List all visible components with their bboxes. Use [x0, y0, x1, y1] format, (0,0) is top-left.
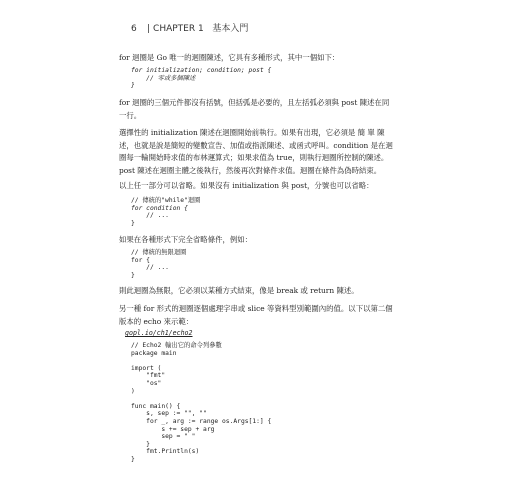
- code-line: }: [131, 82, 135, 90]
- chapter-label: CHAPTER 1: [153, 24, 204, 34]
- text-line: for 迴圈是 Go 唯一的迴圈陳述，它具有多種形式，其中一個如下：: [119, 53, 340, 62]
- text-line: 版本的 echo 來示範：: [119, 316, 194, 326]
- code-line: // ...: [131, 264, 169, 272]
- code-line: }: [131, 440, 150, 448]
- code-line: }: [131, 219, 135, 227]
- code-line: [131, 357, 271, 365]
- code-line: fmt.Println(s): [131, 448, 200, 456]
- code-line: for {: [131, 256, 150, 264]
- code-line: // 零或多個陳述: [131, 74, 196, 82]
- code-echo2: [131, 342, 271, 464]
- code-line: for initialization; condition; post {: [131, 67, 272, 74]
- code-line: [131, 395, 271, 403]
- code-line: s += sep + arg: [131, 425, 215, 433]
- code-line: "os": [131, 379, 162, 387]
- code-line: // ...: [131, 212, 169, 220]
- text-line: post 陳述在迴圈主體之後執行，然後再次對條件求值。迴圈在條件為偽時結束。: [119, 165, 382, 175]
- paragraph-infinite-loop: [119, 285, 404, 298]
- paragraph-init-condition-post: [119, 127, 404, 177]
- text-line: 以上任一部分可以省略。如果沒有 initialization 與 post，分號也可以省略：: [119, 181, 374, 190]
- code-line: "fmt": [131, 372, 166, 380]
- paragraph-omit-parts: [119, 180, 404, 193]
- code-line: }: [131, 271, 135, 279]
- chapter-title: 基本入門: [212, 24, 249, 34]
- code-line: s, sep := "", "": [131, 410, 207, 418]
- text-line: 如果在各種形式下完全省略條件，例如：: [119, 235, 253, 244]
- paragraph-for-components: [119, 97, 404, 122]
- code-while-loop: [131, 197, 200, 227]
- code-line: for condition {: [131, 204, 188, 212]
- text-line: 圈每一輪開始時求值的布林運算式；如果求值為 true，則執行迴圈所控制的陳述。: [119, 153, 389, 162]
- header-separator: |: [147, 24, 151, 34]
- text-line: 一行。: [119, 110, 142, 120]
- paragraph-range-loop: [119, 303, 404, 328]
- text-line: 述，也就是說是簡短的變數宣告、加值或指派陳述、或函式呼叫。condition 是在迴: [119, 140, 393, 150]
- code-line: import (: [131, 364, 162, 372]
- text-line: 選擇性的 initialization 陳述在迴圈開始前執行。如果有出現，它必須是 簡 單 陳: [119, 128, 385, 137]
- running-header: [131, 21, 248, 34]
- paragraph-omit-condition: [119, 234, 404, 247]
- code-source-path: gopl.io/ch1/echo2: [125, 329, 193, 337]
- code-line: for _, arg := range os.Args[1:] {: [131, 417, 272, 425]
- code-infinite-loop: [131, 249, 186, 279]
- paragraph-for-intro: [119, 52, 404, 65]
- text-line: for 迴圈的三個元件都沒有括號，但括弧是必要的，且左括弧必須與 post 陳述在同: [119, 98, 390, 107]
- code-line: func main() {: [131, 402, 181, 410]
- code-line: // 傳統的無限迴圈: [131, 249, 187, 256]
- code-line: // Echo2 輸出它的命令列參數: [131, 342, 222, 349]
- text-line: 則此迴圈為無限，它必須以某種方式結束，像是 break 或 return 陳述。: [119, 286, 359, 295]
- code-line: sep = " ": [131, 433, 196, 441]
- page-number: 6: [131, 24, 137, 34]
- code-line: package main: [131, 349, 177, 357]
- code-for-syntax: [131, 67, 271, 90]
- code-line: }: [131, 455, 135, 463]
- code-line: // 傳統的"while"迴圈: [131, 197, 201, 204]
- text-line: 另一種 for 形式的迴圈逐個處理字串或 slice 等資料型別範圍內的值。以下以第二個: [119, 304, 393, 313]
- code-line: ): [131, 387, 135, 395]
